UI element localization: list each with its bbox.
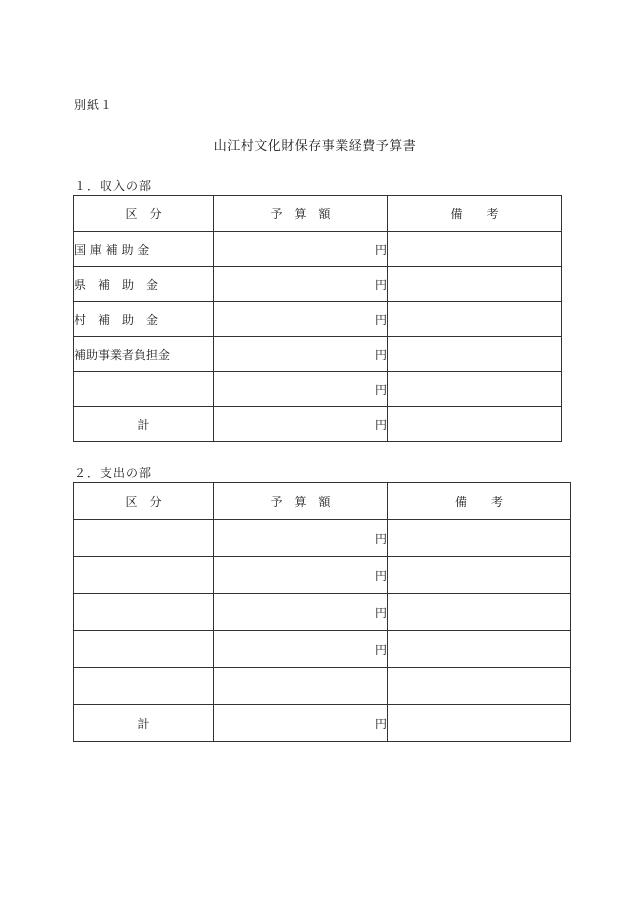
expense-row	[74, 668, 571, 705]
income-row	[74, 372, 562, 407]
expense-total-label: 計	[74, 705, 214, 742]
income-amount-cell: 円	[214, 232, 388, 267]
income-total-amount: 円	[214, 407, 388, 442]
expense-total-note	[388, 705, 571, 742]
income-row	[74, 337, 562, 372]
income-category-operator-share	[74, 337, 214, 372]
expense-category-cell	[74, 557, 214, 594]
income-category-text: 村 補 助 金	[74, 312, 159, 327]
expense-note-cell	[388, 668, 571, 705]
income-category-label	[74, 311, 213, 328]
income-section-heading: １．収入の部	[74, 179, 153, 193]
expense-note-cell	[388, 557, 571, 594]
income-amount-cell: 円	[214, 337, 388, 372]
expense-note-cell	[388, 594, 571, 631]
income-total-note	[388, 407, 562, 442]
income-row	[74, 302, 562, 337]
document-title: 山江村文化財保存事業経費予算書	[213, 139, 417, 154]
expense-section-heading: ２．支出の部	[74, 466, 153, 480]
income-amount-cell: 円	[214, 302, 388, 337]
income-category-text: 補助事業者負担金	[74, 347, 171, 362]
expense-row	[74, 557, 571, 594]
income-category-text: 国 庫 補 助 金	[74, 242, 150, 257]
expense-row	[74, 631, 571, 668]
income-table	[73, 195, 562, 442]
income-header-row	[74, 196, 562, 232]
income-header-note: 備 考	[388, 196, 562, 232]
income-note-cell	[388, 232, 562, 267]
expense-amount-cell: 円	[214, 631, 388, 668]
income-row	[74, 232, 562, 267]
income-category-label	[74, 241, 213, 258]
expense-amount-cell: 円	[214, 520, 388, 557]
income-category-text: 県 補 助 金	[74, 277, 159, 292]
expense-amount-cell	[214, 668, 388, 705]
expense-table	[73, 482, 571, 742]
expense-header-category: 区 分	[74, 483, 214, 520]
expense-note-cell	[388, 520, 571, 557]
income-header-amount: 予 算 額	[214, 196, 388, 232]
income-note-cell	[388, 337, 562, 372]
income-row	[74, 267, 562, 302]
expense-category-cell	[74, 520, 214, 557]
income-note-cell	[388, 372, 562, 407]
expense-category-cell	[74, 631, 214, 668]
expense-row	[74, 520, 571, 557]
income-category-national-subsidy	[74, 232, 214, 267]
expense-header-row	[74, 483, 571, 520]
income-category-label	[74, 276, 213, 293]
income-category-prefecture-subsidy	[74, 267, 214, 302]
expense-total-amount: 円	[214, 705, 388, 742]
expense-header-amount: 予 算 額	[214, 483, 388, 520]
income-amount-cell: 円	[214, 267, 388, 302]
income-note-cell	[388, 267, 562, 302]
income-header-category: 区 分	[74, 196, 214, 232]
income-note-cell	[388, 302, 562, 337]
expense-total-row	[74, 705, 571, 742]
income-category-village-subsidy	[74, 302, 214, 337]
expense-amount-cell: 円	[214, 594, 388, 631]
income-category-label	[74, 346, 213, 363]
expense-note-cell	[388, 631, 571, 668]
income-amount-cell: 円	[214, 372, 388, 407]
income-total-row	[74, 407, 562, 442]
expense-row	[74, 594, 571, 631]
expense-category-cell	[74, 594, 214, 631]
expense-category-cell	[74, 668, 214, 705]
income-total-label: 計	[74, 407, 214, 442]
expense-header-note: 備 考	[388, 483, 571, 520]
income-category-blank	[74, 372, 214, 407]
attachment-label: 別紙１	[74, 98, 114, 112]
expense-amount-cell: 円	[214, 557, 388, 594]
